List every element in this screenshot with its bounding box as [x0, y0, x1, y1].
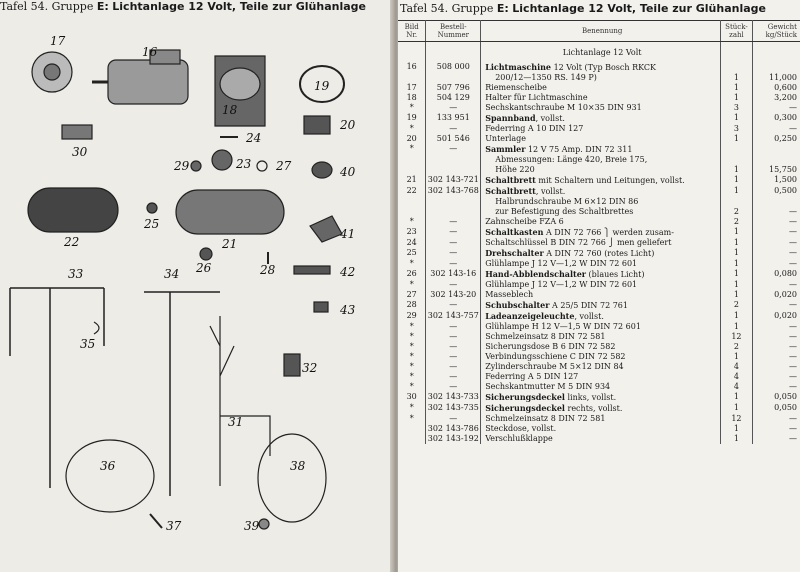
row-benennung-main: Schaltkasten — [485, 227, 544, 237]
row-gewicht: — — [789, 322, 797, 331]
row-bild-nr: 18 — [398, 93, 426, 103]
row-benennung: Unterlage — [481, 134, 721, 144]
table-row — [398, 217, 800, 227]
row-benennung: Verbindungsschiene C DIN 72 582 — [481, 352, 721, 362]
row-gewicht: — — [789, 342, 797, 351]
row-bild-nr: * — [398, 403, 426, 414]
row-bestell-nr: 302 143-733 — [427, 392, 479, 401]
row-bestell-nr: 302 143-786 — [427, 424, 479, 433]
row-benennung-main: Sicherungsdeckel — [485, 392, 565, 402]
row-bild-nr: * — [398, 259, 426, 269]
table-row — [398, 186, 800, 197]
row-gewicht: 1,500 — [774, 175, 797, 184]
row-stueckzahl: 1 — [721, 424, 753, 434]
row-benennung-rest: , vollst. — [535, 114, 565, 123]
part-label: 34 — [164, 267, 180, 281]
row-stueckzahl: 1 — [721, 238, 753, 248]
row-gewicht: — — [789, 227, 797, 236]
table-row — [398, 342, 800, 352]
row-bestell-nr: — — [426, 238, 481, 248]
row-gewicht: — — [789, 362, 797, 371]
row-benennung-rest: rechts, vollst. — [564, 404, 623, 413]
row-bild-nr: * — [398, 332, 426, 342]
row-bild-nr — [398, 434, 426, 444]
row-bestell-nr: 302 143-192 — [427, 434, 479, 443]
col-benennung: Benennung — [481, 21, 721, 42]
part-label: 41 — [340, 227, 356, 241]
part-label: 32 — [302, 361, 318, 375]
row-gewicht: 0,300 — [774, 113, 797, 122]
generator-drawing — [108, 60, 188, 104]
part-label: 30 — [72, 145, 88, 159]
cable-harness-34-drawing — [144, 292, 220, 496]
row-stueckzahl: 1 — [721, 403, 753, 414]
row-benennung — [481, 311, 721, 322]
table-row — [398, 403, 800, 414]
switchboard-drawing — [176, 190, 284, 234]
part-label: 19 — [314, 79, 330, 93]
row-bestell-nr: — — [426, 124, 481, 134]
row-stueckzahl: 4 — [721, 362, 753, 372]
row-gewicht: — — [789, 259, 797, 268]
row-benennung-rest: mit Schaltern und Leitungen, vollst. — [535, 176, 685, 185]
part-label: 18 — [222, 103, 238, 117]
part-label: 31 — [228, 415, 244, 429]
row-bestell-nr: 133 951 — [426, 113, 481, 124]
illustration-page — [0, 0, 394, 572]
row-gewicht: — — [789, 352, 797, 361]
row-benennung — [481, 392, 721, 403]
row-bild-nr — [398, 155, 426, 165]
row-benennung: Steckdose, vollst. — [481, 424, 721, 434]
table-row — [398, 362, 800, 372]
table-row — [398, 382, 800, 392]
table-row — [398, 280, 800, 290]
row-benennung-main: Lichtmaschine — [485, 62, 552, 72]
part-label: 27 — [276, 159, 292, 173]
part-label: 20 — [340, 118, 356, 132]
row-stueckzahl: 1 — [721, 73, 753, 83]
row-bestell-nr — [426, 197, 481, 207]
row-stueckzahl: 1 — [721, 175, 753, 186]
row-bestell-nr: 501 546 — [426, 134, 481, 144]
row-gewicht: 0,080 — [774, 269, 797, 278]
row-gewicht: 0,600 — [774, 83, 797, 92]
row-stueckzahl — [721, 197, 753, 207]
row-benennung — [481, 403, 721, 414]
row-bild-nr — [398, 207, 426, 217]
row-stueckzahl: 1 — [721, 83, 753, 93]
row-benennung: Sechskantmutter M 5 DIN 934 — [481, 382, 721, 392]
row-bild-nr — [398, 165, 426, 175]
row-benennung: Glühlampe J 12 V—1,2 W DIN 72 601 — [481, 259, 721, 269]
table-row — [398, 290, 800, 300]
row-bild-nr: * — [398, 280, 426, 290]
row-bestell-nr — [426, 73, 481, 83]
row-benennung: Höhe 220 — [481, 165, 721, 175]
row-benennung: Schmelzeinsatz 8 DIN 72 581 — [481, 414, 721, 424]
row-bild-nr — [398, 197, 426, 207]
row-bestell-nr: — — [426, 103, 481, 113]
parts-list-page — [398, 0, 800, 572]
table-row — [398, 248, 800, 259]
row-bild-nr: 22 — [398, 186, 426, 197]
row-stueckzahl: 2 — [721, 207, 753, 217]
row-gewicht — [752, 155, 800, 165]
row-bild-nr: * — [398, 217, 426, 227]
table-row — [398, 434, 800, 444]
row-stueckzahl: 2 — [721, 342, 753, 352]
row-benennung-rest: (blaues Licht) — [586, 270, 645, 279]
table-row — [398, 269, 800, 280]
row-benennung-rest: A DIN 72 766 ⎫ werden zusam- — [543, 228, 674, 237]
row-bestell-nr: 302 143-16 — [426, 269, 481, 280]
row-stueckzahl: 4 — [721, 372, 753, 382]
part-label: 39 — [244, 519, 260, 533]
col-bild: Bild Nr. — [398, 21, 426, 42]
row-gewicht: 0,050 — [774, 403, 797, 412]
row-benennung: Federring A 10 DIN 127 — [481, 124, 721, 134]
cable-harness-33-drawing — [10, 288, 104, 488]
row-bild-nr: 19 — [398, 113, 426, 124]
row-bild-nr: 28 — [398, 300, 426, 311]
row-bild-nr: 21 — [398, 175, 426, 186]
row-stueckzahl — [721, 155, 753, 165]
right-page-header: Tafel 54. Gruppe E: Lichtanlage 12 Volt, Teile zur Glühanlage — [400, 2, 766, 15]
row-stueckzahl — [721, 62, 753, 73]
table-row — [398, 207, 800, 217]
row-bestell-nr: — — [426, 259, 481, 269]
row-benennung: Zylinderschraube M 5×12 DIN 84 — [481, 362, 721, 372]
part-label: 25 — [144, 217, 160, 231]
row-stueckzahl: 1 — [721, 186, 753, 197]
row-bild-nr — [398, 73, 426, 83]
row-bild-nr: * — [398, 322, 426, 332]
row-benennung-main: Sammler — [485, 144, 526, 154]
row-bestell-nr — [426, 155, 481, 165]
part-label: 33 — [68, 267, 84, 281]
row-gewicht: 0,020 — [774, 290, 797, 299]
row-stueckzahl: 1 — [721, 227, 753, 238]
row-benennung — [481, 269, 721, 280]
row-benennung-rest: , vollst. — [535, 187, 566, 196]
row-benennung — [481, 248, 721, 259]
row-benennung-main: Schaltbrett — [485, 175, 536, 185]
row-benennung-main: Hand-Abblendschalter — [485, 269, 587, 279]
row-bestell-nr: 302 143-768 — [427, 186, 479, 195]
row-bild-nr: 20 — [398, 134, 426, 144]
row-bild-nr: * — [398, 144, 426, 155]
row-stueckzahl: 1 — [721, 280, 753, 290]
row-benennung-rest: links, vollst. — [564, 393, 617, 402]
group-title-row — [398, 42, 800, 63]
table-header-row — [398, 21, 800, 42]
row-benennung: Zahnscheibe FZA 6 — [481, 217, 721, 227]
row-benennung — [481, 113, 721, 124]
part-label: 23 — [236, 157, 252, 171]
row-gewicht: 0,500 — [774, 186, 797, 195]
row-bestell-nr: 302 143-757 — [427, 311, 479, 320]
row-bestell-nr: — — [426, 362, 481, 372]
table-row — [398, 197, 800, 207]
row-gewicht: 11,000 — [769, 73, 797, 82]
row-bild-nr: 23 — [398, 227, 426, 238]
parts-table — [398, 20, 800, 444]
table-row — [398, 352, 800, 362]
row-benennung-main: Ladeanzeigeleuchte — [485, 311, 575, 321]
row-benennung: Verschlußklappe — [481, 434, 721, 444]
row-stueckzahl: 3 — [721, 103, 753, 113]
table-row — [398, 238, 800, 248]
row-benennung-main: Schaltbrett — [485, 186, 536, 196]
row-bild-nr — [398, 424, 426, 434]
table-row — [398, 392, 800, 403]
row-benennung-rest: 12 Volt (Typ Bosch RKCK — [551, 63, 656, 72]
col-bestell: Bestell-Nummer — [426, 21, 481, 42]
row-bestell-nr: — — [426, 332, 481, 342]
cable-loop-38-drawing — [258, 434, 326, 522]
table-row — [398, 113, 800, 124]
row-benennung — [481, 186, 721, 197]
row-stueckzahl: 4 — [721, 382, 753, 392]
part-label: 35 — [80, 337, 96, 351]
part-label: 21 — [222, 237, 238, 251]
row-benennung: Masseblech — [481, 290, 721, 300]
row-bestell-nr: — — [426, 382, 481, 392]
row-bestell-nr: 507 796 — [426, 83, 481, 93]
row-benennung: Halbrundschraube M 6×12 DIN 86 — [481, 197, 721, 207]
row-stueckzahl: 1 — [721, 93, 753, 103]
part-label: 16 — [142, 45, 158, 59]
row-bestell-nr: 508 000 — [426, 62, 481, 73]
table-row — [398, 124, 800, 134]
row-bestell-nr: — — [426, 248, 481, 259]
table-row — [398, 62, 800, 73]
row-benennung: Halter für Lichtmaschine — [481, 93, 721, 103]
part-label: 26 — [196, 261, 212, 275]
row-gewicht: 3,200 — [774, 93, 797, 102]
row-bild-nr: 30 — [398, 392, 426, 403]
row-gewicht: 0,250 — [774, 134, 797, 143]
row-stueckzahl — [721, 144, 753, 155]
row-benennung: Glühlampe H 12 V—1,5 W DIN 72 601 — [481, 322, 721, 332]
row-stueckzahl: 12 — [721, 414, 753, 424]
row-gewicht: 15,750 — [769, 165, 797, 174]
row-gewicht: — — [789, 103, 797, 112]
row-stueckzahl: 1 — [721, 269, 753, 280]
row-bestell-nr: — — [426, 372, 481, 382]
row-benennung: Sicherungsdose B 6 DIN 72 582 — [481, 342, 721, 352]
part-label: 17 — [50, 34, 66, 48]
table-row — [398, 155, 800, 165]
row-benennung: Riemenscheibe — [481, 83, 721, 93]
row-bild-nr: * — [398, 342, 426, 352]
row-benennung: Abmessungen: Länge 420, Breie 175, — [481, 155, 721, 165]
row-gewicht: — — [789, 238, 797, 247]
table-row — [398, 83, 800, 93]
row-gewicht: — — [789, 382, 797, 391]
row-bestell-nr: — — [426, 322, 481, 332]
row-stueckzahl: 1 — [721, 113, 753, 124]
row-benennung-rest: 12 V 75 Amp. DIN 72 311 — [525, 145, 633, 154]
row-benennung-main: Schubschalter — [485, 300, 550, 310]
row-bestell-nr: — — [426, 342, 481, 352]
group-title: Lichtanlage 12 Volt — [481, 42, 721, 63]
row-bestell-nr: 302 143-735 — [427, 403, 479, 412]
row-benennung — [481, 62, 721, 73]
row-benennung-main: Drehschalter — [485, 248, 544, 258]
row-stueckzahl: 1 — [721, 392, 753, 403]
row-benennung — [481, 144, 721, 155]
table-row — [398, 332, 800, 342]
row-bestell-nr — [426, 165, 481, 175]
row-stueckzahl: 1 — [721, 259, 753, 269]
table-row — [398, 165, 800, 175]
row-gewicht: — — [789, 217, 797, 226]
row-stueckzahl: 1 — [721, 134, 753, 144]
row-benennung — [481, 227, 721, 238]
part-label: 28 — [260, 263, 276, 277]
row-benennung — [481, 300, 721, 311]
row-gewicht: — — [789, 124, 797, 133]
row-bestell-nr: 302 143-20 — [426, 290, 481, 300]
row-gewicht: — — [789, 414, 797, 423]
row-stueckzahl: 1 — [721, 352, 753, 362]
row-gewicht: — — [789, 300, 797, 309]
row-bestell-nr: — — [426, 414, 481, 424]
row-bild-nr: 24 — [398, 238, 426, 248]
switchboard-left-drawing — [28, 188, 118, 232]
row-bestell-nr: — — [426, 300, 481, 311]
row-bestell-nr: — — [426, 144, 481, 155]
row-stueckzahl: 2 — [721, 300, 753, 311]
row-benennung-main: Spannband — [485, 113, 536, 123]
table-row — [398, 259, 800, 269]
row-bild-nr: 16 — [398, 62, 426, 73]
row-bestell-nr: — — [426, 280, 481, 290]
row-bild-nr: 17 — [398, 83, 426, 93]
row-gewicht: — — [789, 248, 797, 257]
part-label: 37 — [166, 519, 182, 533]
row-gewicht: — — [789, 424, 797, 433]
parts-illustration — [0, 16, 394, 572]
row-bestell-nr: — — [426, 352, 481, 362]
row-stueckzahl: 3 — [721, 124, 753, 134]
cable-loop-36-drawing — [66, 440, 154, 512]
table-row — [398, 73, 800, 83]
row-benennung-rest: , vollst. — [574, 312, 604, 321]
table-row — [398, 103, 800, 113]
row-bild-nr: * — [398, 103, 426, 113]
row-benennung: Federring A 5 DIN 127 — [481, 372, 721, 382]
row-bestell-nr: 504 129 — [426, 93, 481, 103]
row-benennung: Schaltschlüssel B DIN 72 766 ⎭ men geliefert — [481, 238, 721, 248]
part-label: 43 — [340, 303, 356, 317]
table-row — [398, 175, 800, 186]
row-gewicht: — — [789, 207, 797, 216]
row-bild-nr: 26 — [398, 269, 426, 280]
left-page-header: Tafel 54. Gruppe E: Lichtanlage 12 Volt, Teile zur Glühanlage — [0, 0, 366, 13]
row-gewicht: — — [789, 332, 797, 341]
row-gewicht: — — [789, 372, 797, 381]
part-label: 22 — [64, 235, 80, 249]
row-benennung-rest: A DIN 72 760 (rotes Licht) — [543, 249, 655, 258]
table-row — [398, 372, 800, 382]
row-benennung: zur Befestigung des Schaltbrettes — [481, 207, 721, 217]
row-gewicht: 0,020 — [774, 311, 797, 320]
part-label: 24 — [246, 131, 262, 145]
row-gewicht: — — [789, 434, 797, 443]
row-bestell-nr — [426, 207, 481, 217]
row-benennung — [481, 175, 721, 186]
row-bild-nr: * — [398, 382, 426, 392]
part-label: 36 — [100, 459, 116, 473]
row-stueckzahl: 1 — [721, 434, 753, 444]
table-row — [398, 414, 800, 424]
row-stueckzahl: 1 — [721, 311, 753, 322]
table-row — [398, 424, 800, 434]
row-bild-nr: * — [398, 124, 426, 134]
part-label: 40 — [340, 165, 356, 179]
row-benennung-main: Sicherungsdeckel — [485, 403, 565, 413]
row-benennung-rest: A 25/5 DIN 72 761 — [549, 301, 628, 310]
row-stueckzahl: 2 — [721, 217, 753, 227]
row-gewicht — [752, 62, 800, 73]
row-bild-nr: * — [398, 352, 426, 362]
table-row — [398, 311, 800, 322]
table-row — [398, 93, 800, 103]
row-bild-nr: 27 — [398, 290, 426, 300]
table-row — [398, 300, 800, 311]
row-bestell-nr: 302 143-721 — [427, 175, 479, 184]
part-label: 42 — [340, 265, 356, 279]
table-row — [398, 144, 800, 155]
table-row — [398, 134, 800, 144]
row-bild-nr: 25 — [398, 248, 426, 259]
row-gewicht: — — [789, 280, 797, 289]
table-row — [398, 227, 800, 238]
row-stueckzahl: 12 — [721, 332, 753, 342]
row-gewicht — [752, 197, 800, 207]
row-benennung: Glühlampe J 12 V—1,2 W DIN 72 601 — [481, 280, 721, 290]
table-row — [398, 322, 800, 332]
row-benennung: 200/12—1350 RS. 149 P) — [481, 73, 721, 83]
row-gewicht: 0,050 — [774, 392, 797, 401]
row-bild-nr: * — [398, 372, 426, 382]
part-label: 29 — [174, 159, 190, 173]
row-benennung: Sechskantschraube M 10×35 DIN 931 — [481, 103, 721, 113]
col-gewicht: Gewicht kg/Stück — [752, 21, 800, 42]
row-benennung: Schmelzeinsatz 8 DIN 72 581 — [481, 332, 721, 342]
col-stueck: Stück-zahl — [721, 21, 753, 42]
row-bestell-nr: — — [426, 227, 481, 238]
row-stueckzahl: 1 — [721, 322, 753, 332]
row-gewicht — [752, 144, 800, 155]
row-bild-nr: 29 — [398, 311, 426, 322]
row-stueckzahl: 1 — [721, 248, 753, 259]
row-bild-nr: * — [398, 362, 426, 372]
row-stueckzahl: 1 — [721, 165, 753, 175]
row-bild-nr: * — [398, 414, 426, 424]
row-bestell-nr: — — [426, 217, 481, 227]
row-stueckzahl: 1 — [721, 290, 753, 300]
part-label: 38 — [290, 459, 306, 473]
